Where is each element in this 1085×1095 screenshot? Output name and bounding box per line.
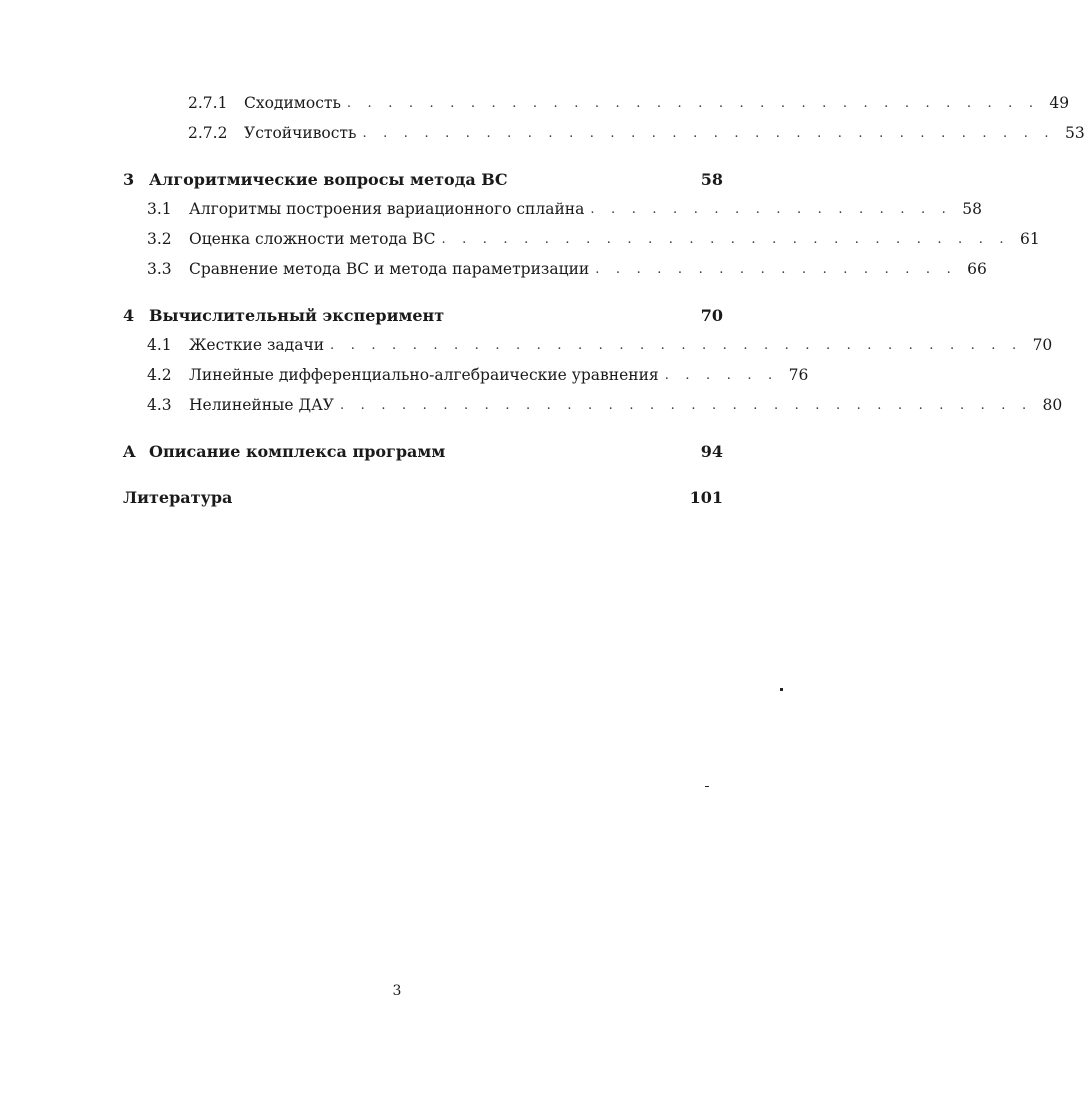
toc-entry-number: 4.2 — [147, 366, 172, 384]
toc-entry-title: Сравнение метода ВС и метода параметризации — [189, 260, 590, 278]
toc-entry-2-7-1 — [123, 88, 1070, 118]
toc-entry-title: Сходимость — [244, 94, 341, 112]
toc-entry-title: Нелинейные ДАУ — [189, 396, 335, 414]
toc-entry-page: 76 — [788, 366, 809, 384]
dot-leader: . . . . . . . . . . . . . . . . . . . . . . . . . . . . . . . . . . — [346, 95, 1040, 111]
toc-entry-number: 3.3 — [147, 260, 172, 278]
toc-chapter-page: 94 — [700, 441, 723, 461]
toc-chapter-title: Описание комплекса программ — [149, 441, 446, 461]
toc-entry-page: 66 — [967, 260, 987, 278]
toc-entry-4-2 — [123, 360, 809, 390]
dot-leader: . . . . . . . . . . . . . . . . . . — [590, 201, 953, 217]
toc-entry-page: 61 — [1019, 230, 1040, 248]
table-of-contents — [123, 88, 1085, 512]
toc-entry-3-2 — [123, 224, 1040, 254]
toc-entry-page: 53 — [1064, 124, 1085, 142]
toc-entry-3-3 — [123, 254, 987, 284]
toc-chapter-number: A — [123, 441, 136, 461]
toc-entry-page: 80 — [1042, 396, 1063, 414]
toc-entry-4-3 — [123, 390, 1063, 420]
page-number: 3 — [392, 983, 402, 999]
toc-entry-title: Оценка сложности метода ВС — [189, 230, 436, 248]
dot-leader: . . . . . . . . . . . . . . . . . . . . . . . . . . . . . . . . . . — [362, 125, 1055, 141]
toc-chapter-number: 3 — [123, 169, 135, 189]
toc-chapter-title: Вычислительный эксперимент — [149, 305, 445, 325]
toc-chapter-3 — [123, 164, 723, 194]
dot-leader: . . . . . . — [664, 367, 779, 383]
toc-entry-number: 2.7.2 — [188, 124, 228, 142]
toc-entry-3-1 — [123, 194, 983, 224]
toc-bibliography — [123, 482, 723, 512]
dot-leader: . . . . . . . . . . . . . . . . . . . . . . . . . . . . . . . . . . — [340, 397, 1033, 413]
dot-leader: . . . . . . . . . . . . . . . . . . — [595, 261, 957, 277]
toc-entry-number: 2.7.1 — [188, 94, 228, 112]
toc-entry-title: Устойчивость — [244, 124, 357, 142]
toc-entry-2-7-2 — [123, 118, 1085, 148]
toc-entry-title: Алгоритмы построения вариационного сплайна — [189, 200, 585, 218]
dot-leader: . . . . . . . . . . . . . . . . . . . . . . . . . . . . . . . . . . — [330, 337, 1023, 353]
scan-speck — [780, 688, 783, 691]
toc-entry-number: 3.2 — [147, 230, 172, 248]
toc-entry-page: 49 — [1049, 94, 1070, 112]
toc-chapter-number: 4 — [123, 305, 135, 325]
toc-entry-title: Линейные дифференциально-алгебраические уравнения — [189, 366, 659, 384]
toc-entry-title: Жесткие задачи — [189, 336, 325, 354]
toc-entry-number: 4.3 — [147, 396, 172, 414]
toc-entry-page: 70 — [1032, 336, 1053, 354]
scan-speck — [705, 786, 709, 787]
toc-chapter-title: Алгоритмические вопросы метода ВС — [149, 169, 508, 189]
toc-chapter-page: 101 — [689, 487, 723, 507]
toc-chapter-title: Литература — [123, 487, 233, 507]
toc-chapter-page: 70 — [700, 305, 723, 325]
toc-entry-number: 3.1 — [147, 200, 172, 218]
toc-entry-number: 4.1 — [147, 336, 172, 354]
toc-chapter-page: 58 — [700, 169, 723, 189]
toc-appendix-a — [123, 436, 723, 466]
toc-entry-4-1 — [123, 330, 1053, 360]
toc-chapter-4 — [123, 300, 723, 330]
dot-leader: . . . . . . . . . . . . . . . . . . . . . . . . . . . . — [441, 231, 1010, 247]
toc-entry-page: 58 — [962, 200, 983, 218]
